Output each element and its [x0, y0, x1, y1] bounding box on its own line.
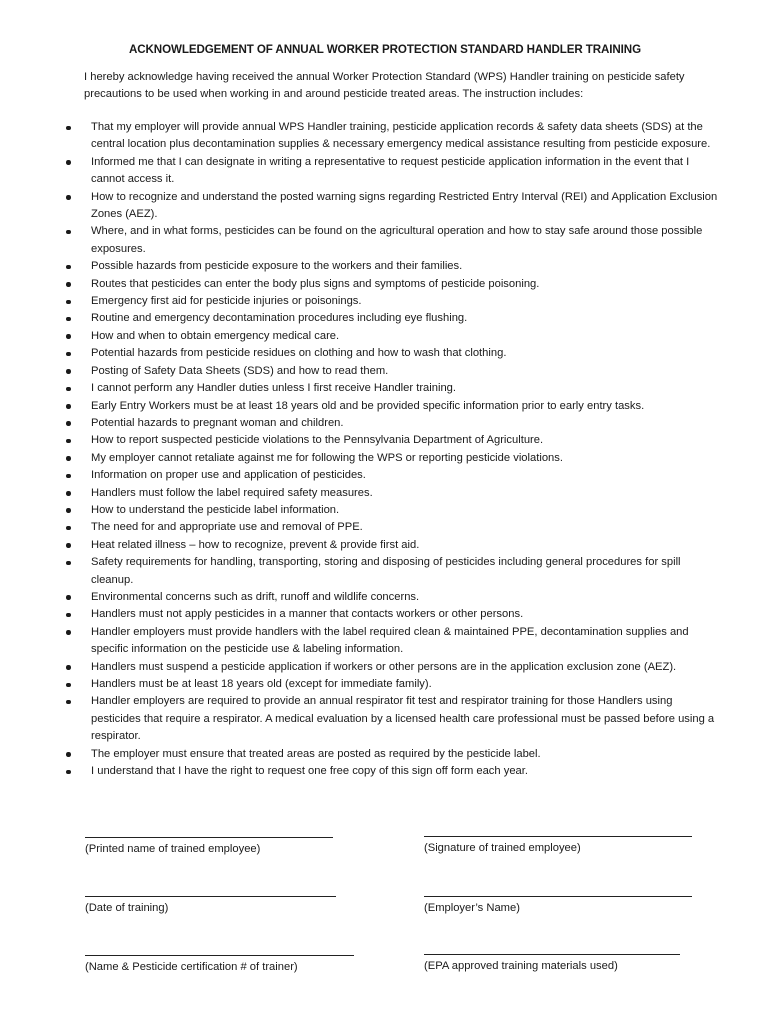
list-item [0, 310, 770, 327]
bullet-icon [66, 700, 71, 705]
materials-line[interactable] [424, 954, 680, 955]
list-item-text: My employer cannot retaliate against me for following the WPS or reporting pesticide violations. [91, 451, 563, 464]
intro-paragraph: I hereby acknowledge having received the annual Worker Protection Standard (WPS) Handler training on pesticide safety precautions to be used when working in and around pesticide treated areas. The instruction includes: [84, 71, 685, 101]
list-item-text: Possible hazards from pesticide exposure to the workers and their families. [91, 260, 463, 273]
bullet-icon [66, 195, 71, 200]
list-item [0, 537, 770, 554]
list-item-text: How to recognize and understand the posted warning signs regarding Restricted Entry Interval (REI) and Application Exclusion Zones (AEZ). [91, 190, 718, 221]
bullet-icon [66, 508, 71, 513]
list-item-text: Handlers must suspend a pesticide application if workers or other persons are in the application exclusion zone (AEZ). [91, 660, 677, 673]
list-item-text: How to understand the pesticide label information. [91, 503, 340, 516]
bullet-icon [66, 369, 71, 374]
list-item-text: How and when to obtain emergency medical care. [91, 329, 340, 342]
signature-label: (Signature of trained employee) [424, 842, 581, 854]
list-item [0, 763, 770, 780]
list-item-text: Posting of Safety Data Sheets (SDS) and how to read them. [91, 364, 389, 377]
list-item-text: That my employer will provide annual WPS Handler training, pesticide application records & safety data sheets (SDS) at the central location plus decontamination supplies & necessary emergency medical assistance resulting from pesticide exposure. [91, 121, 711, 151]
list-item [0, 624, 770, 659]
list-item [0, 502, 770, 519]
bullet-icon [66, 334, 71, 339]
list-item [0, 746, 770, 763]
list-item-text: Potential hazards to pregnant woman and children. [91, 416, 344, 429]
instruction-list [0, 119, 770, 780]
list-item-text: Environmental concerns such as drift, runoff and wildlife concerns. [91, 590, 420, 603]
employer-line[interactable] [424, 896, 692, 897]
materials-label: (EPA approved training materials used) [424, 960, 618, 972]
printed-name-line[interactable] [85, 837, 333, 838]
list-item-text: Routine and emergency decontamination procedures including eye flushing. [91, 312, 468, 325]
bullet-icon [66, 683, 71, 688]
list-item [0, 293, 770, 310]
bullet-icon [66, 404, 71, 409]
bullet-icon [66, 543, 71, 548]
list-item-text: How to report suspected pesticide violations to the Pennsylvania Department of Agriculture. [91, 434, 544, 447]
list-item [0, 258, 770, 275]
bullet-icon [66, 126, 71, 131]
list-item [0, 276, 770, 293]
list-item [0, 693, 770, 745]
list-item-text: Potential hazards from pesticide residues on clothing and how to wash that clothing. [91, 347, 507, 360]
list-item [0, 189, 770, 224]
list-item-text: Information on proper use and application of pesticides. [91, 469, 366, 482]
bullet-icon [66, 613, 71, 618]
bullet-icon [66, 474, 71, 479]
list-item [0, 450, 770, 467]
date-label: (Date of training) [85, 902, 169, 914]
bullet-icon [66, 230, 71, 235]
bullet-icon [66, 595, 71, 600]
list-item-text: Handlers must follow the label required safety measures. [91, 486, 373, 499]
bullet-icon [66, 265, 71, 270]
list-item-text: Informed me that I can designate in writing a representative to request pesticide application information in the event that I cannot access it. [91, 155, 690, 186]
list-item-text: Emergency first aid for pesticide injuries or poisonings. [91, 295, 362, 308]
list-item [0, 398, 770, 415]
list-item-text: I understand that I have the right to request one free copy of this sign off form each year. [91, 765, 528, 778]
list-item [0, 467, 770, 484]
list-item [0, 554, 770, 589]
list-item [0, 415, 770, 432]
trainer-label: (Name & Pesticide certification # of trainer) [85, 961, 298, 973]
list-item [0, 223, 770, 258]
employer-label: (Employer’s Name) [424, 902, 520, 914]
list-item-text: Handlers must not apply pesticides in a manner that contacts workers or other persons. [91, 608, 524, 621]
list-item-text: The need for and appropriate use and removal of PPE. [91, 521, 363, 534]
trainer-line[interactable] [85, 955, 354, 956]
list-item-text: Handlers must be at least 18 years old (except for immediate family). [91, 678, 432, 690]
document-title: ACKNOWLEDGEMENT OF ANNUAL WORKER PROTECTION STANDARD HANDLER TRAINING [128, 43, 641, 56]
bullet-icon [66, 526, 71, 531]
list-item [0, 485, 770, 502]
list-item [0, 676, 770, 693]
list-item [0, 380, 770, 397]
bullet-icon [66, 439, 71, 444]
signature-line[interactable] [424, 836, 692, 837]
list-item-text: Safety requirements for handling, transporting, storing and disposing of pesticides including general procedures for spill cleanup. [91, 556, 681, 586]
bullet-icon [66, 665, 71, 670]
bullet-icon [66, 160, 71, 165]
bullet-icon [66, 561, 71, 566]
list-item [0, 432, 770, 449]
date-line[interactable] [85, 896, 336, 897]
list-item-text: The employer must ensure that treated areas are posted as required by the pesticide label. [91, 747, 541, 760]
list-item [0, 589, 770, 606]
list-item-text: Routes that pesticides can enter the body plus signs and symptoms of pesticide poisoning. [91, 277, 540, 290]
list-item-text: Early Entry Workers must be at least 18 years old and be provided specific information prior to early entry tasks. [91, 399, 645, 412]
bullet-icon [66, 752, 71, 757]
bullet-icon [66, 387, 71, 392]
bullet-icon [66, 282, 71, 287]
list-item-text: Handler employers must provide handlers with the label required clean & maintained PPE, decontamination supplies and specific information on the pesticide use & labeling information. [91, 625, 689, 656]
bullet-icon [66, 317, 71, 322]
list-item [0, 345, 770, 362]
bullet-icon [66, 630, 71, 635]
list-item [0, 154, 770, 189]
bullet-icon [66, 300, 71, 305]
list-item [0, 519, 770, 536]
bullet-icon [66, 352, 71, 357]
bullet-icon [66, 491, 71, 496]
printed-name-label: (Printed name of trained employee) [85, 843, 261, 855]
list-item [0, 328, 770, 345]
list-item-text: Heat related illness – how to recognize, prevent & provide first aid. [91, 538, 420, 551]
list-item [0, 363, 770, 380]
bullet-icon [66, 770, 71, 775]
bullet-icon [66, 456, 71, 461]
list-item-text: I cannot perform any Handler duties unless I first receive Handler training. [91, 382, 457, 395]
list-item [0, 606, 770, 623]
list-item [0, 659, 770, 676]
list-item-text: Where, and in what forms, pesticides can be found on the agricultural operation and how to stay safe around those possible exposures. [91, 225, 703, 255]
list-item-text: Handler employers are required to provide an annual respirator fit test and respirator training for those Handlers using pesticides that require a respirator. A medical evaluation by a licensed health care professional must be passed before using a respirator. [91, 695, 715, 743]
list-item [0, 119, 770, 154]
bullet-icon [66, 421, 71, 426]
